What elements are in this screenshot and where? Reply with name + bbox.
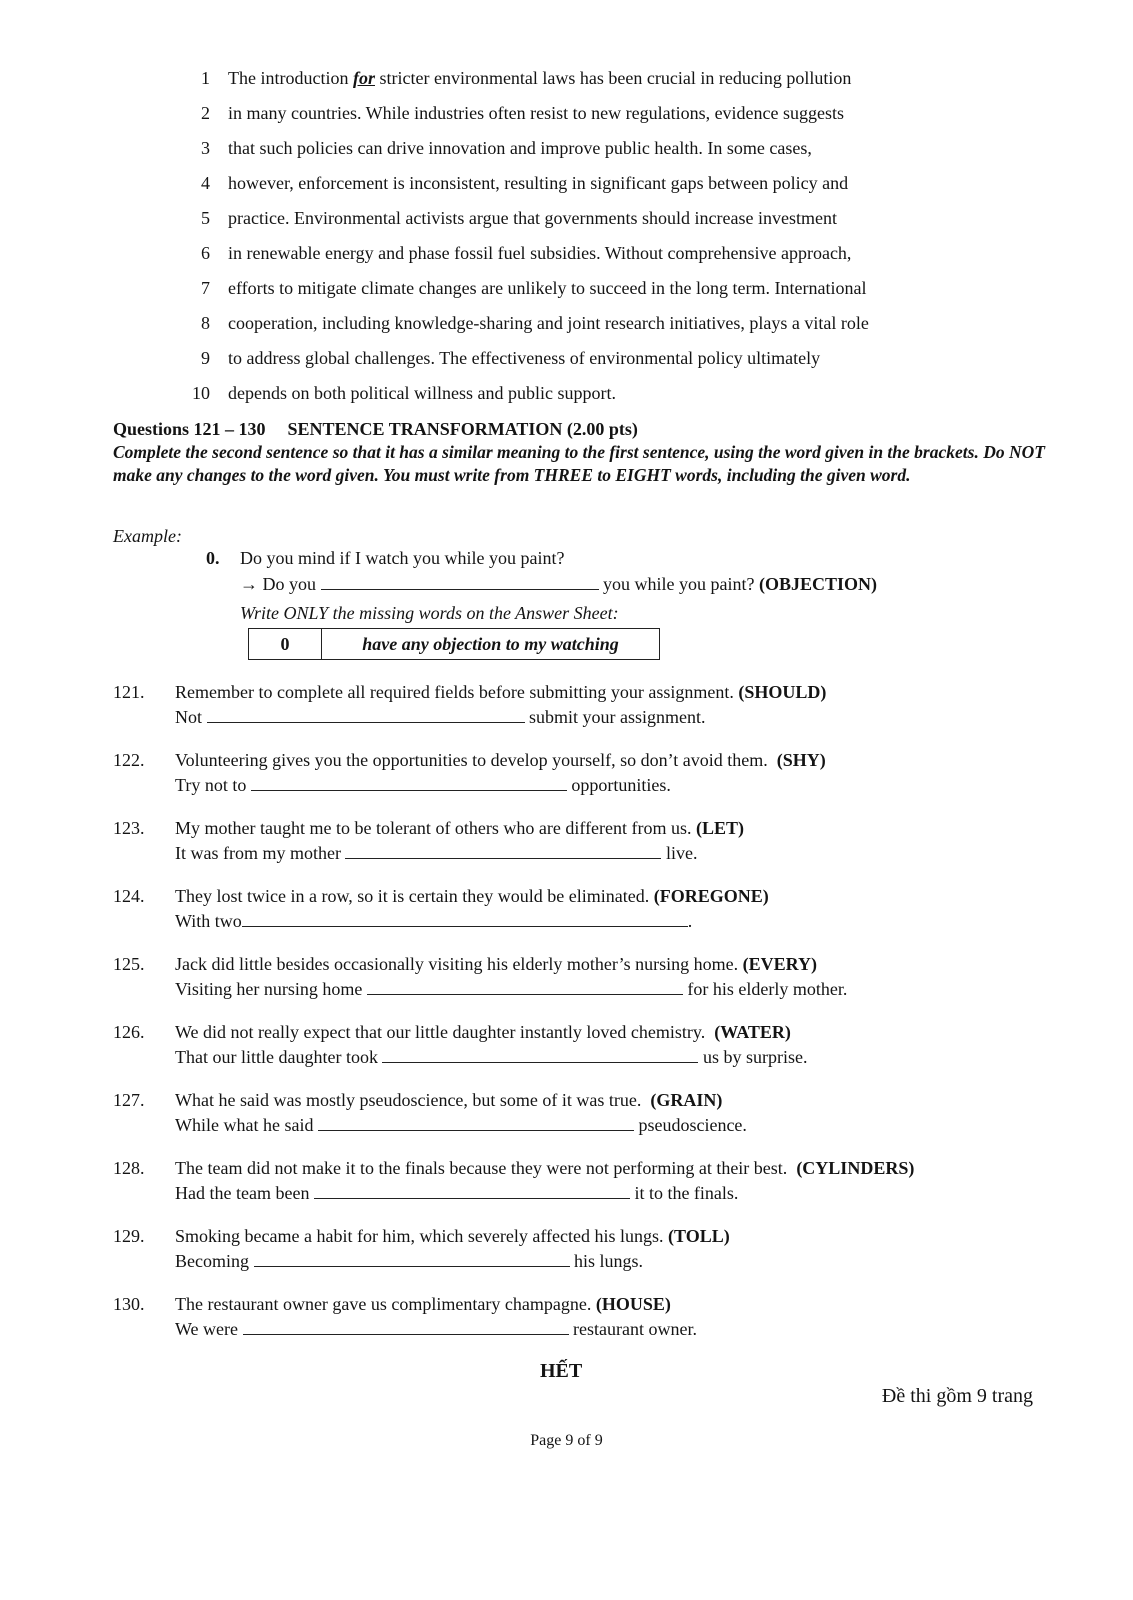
line-text: efforts to mitigate climate changes are unlikely to succeed in the long term. International <box>228 278 867 298</box>
example-question <box>206 548 564 569</box>
transformation-suffix: his lungs. <box>574 1251 644 1271</box>
line-number: 7 <box>201 278 210 298</box>
question-sentence <box>175 1090 722 1111</box>
transformation-suffix: opportunities. <box>571 775 671 795</box>
transformation-suffix: live. <box>665 843 698 863</box>
transformation-suffix: submit your assignment. <box>529 707 706 727</box>
transformation-prefix: With two <box>175 911 242 931</box>
transformation-suffix: it to the finals. <box>634 1183 739 1203</box>
arrow-icon: → <box>240 574 258 594</box>
transformation-prefix: While what he said <box>175 1115 314 1135</box>
original-sentence: Remember to complete all required fields before submitting your assignment. <box>175 682 734 702</box>
original-sentence: Volunteering gives you the opportunities to develop yourself, so don’t avoid them. <box>175 750 768 770</box>
question-number: 124. <box>113 886 145 906</box>
line-number: 6 <box>201 243 210 263</box>
question-number: 127. <box>113 1090 145 1110</box>
example-suffix: you while you paint? <box>603 574 755 594</box>
answer-blank[interactable] <box>207 705 525 723</box>
transformation-line <box>175 1317 697 1340</box>
transformation-prefix: Becoming <box>175 1251 249 1271</box>
question-sentence <box>175 818 744 839</box>
question-sentence <box>175 886 769 907</box>
transformation-suffix: . <box>687 911 693 931</box>
transformation-prefix: Had the team been <box>175 1183 310 1203</box>
answer-blank[interactable] <box>382 1045 698 1063</box>
original-sentence: The team did not make it to the finals because they were not performing at their best. <box>175 1158 788 1178</box>
transformation-suffix: pseudoscience. <box>638 1115 747 1135</box>
question-keyword: (FOREGONE) <box>653 886 769 906</box>
transformation-line <box>175 1249 643 1272</box>
question-number: 126. <box>113 1022 145 1042</box>
question-keyword: (SHOULD) <box>738 682 827 702</box>
question-sentence <box>175 750 826 771</box>
question-number: 123. <box>113 818 145 838</box>
total-pages-note: Đề thi gồm 9 trang <box>881 1385 1033 1407</box>
section-heading <box>113 419 638 440</box>
transformation-suffix: us by surprise. <box>702 1047 808 1067</box>
line-text: practice. Environmental activists argue that governments should increase investment <box>228 208 837 228</box>
question-number: 121. <box>113 682 145 702</box>
transformation-suffix: for his elderly mother. <box>687 979 848 999</box>
example-prefix: Do you <box>262 574 316 594</box>
line-text: however, enforcement is inconsistent, resulting in significant gaps between policy and <box>228 173 849 193</box>
transformation-line <box>175 841 697 864</box>
answer-blank[interactable] <box>242 909 688 927</box>
original-sentence: My mother taught me to be tolerant of others who are different from us. <box>175 818 692 838</box>
transformation-suffix: restaurant owner. <box>573 1319 697 1339</box>
transformation-line <box>175 1181 738 1204</box>
transformation-prefix: Try not to <box>175 775 247 795</box>
line-text: that such policies can drive innovation and improve public health. In some cases, <box>228 138 812 158</box>
transformation-line <box>175 909 692 932</box>
line-text <box>228 68 851 89</box>
question-keyword: (HOUSE) <box>595 1294 671 1314</box>
section-instructions: Complete the second sentence so that it has a similar meaning to the first sentence, using the word given in the brackets. Do NOT make any changes to the word given. You must write from THREE to EIGHT words, including the given word. <box>113 442 1045 485</box>
line-number: 9 <box>201 348 210 368</box>
question-keyword: (GRAIN) <box>650 1090 723 1110</box>
transformation-prefix: Not <box>175 707 202 727</box>
section-title: SENTENCE TRANSFORMATION (2.00 pts) <box>287 419 638 439</box>
original-sentence: The restaurant owner gave us complimentary champagne. <box>175 1294 592 1314</box>
example-answer-box <box>248 628 660 660</box>
question-keyword: (LET) <box>696 818 745 838</box>
question-number: 128. <box>113 1158 145 1178</box>
question-sentence <box>175 1294 671 1315</box>
line-number: 10 <box>192 383 210 403</box>
transformation-line <box>175 977 847 1000</box>
question-number: 130. <box>113 1294 145 1314</box>
line-text: depends on both political willness and public support. <box>228 383 616 403</box>
question-keyword: (SHY) <box>776 750 826 770</box>
answer-blank[interactable] <box>367 977 683 995</box>
question-number: 129. <box>113 1226 145 1246</box>
question-number: 122. <box>113 750 145 770</box>
transformation-prefix: Visiting her nursing home <box>175 979 363 999</box>
question-sentence <box>175 682 826 703</box>
example-note: Write ONLY the missing words on the Answer Sheet: <box>240 603 619 623</box>
end-marker: HẾT <box>540 1360 583 1382</box>
line-text: to address global challenges. The effectiveness of environmental policy ultimately <box>228 348 821 368</box>
line-text-before: The introduction <box>228 68 353 88</box>
answer-blank[interactable] <box>251 773 567 791</box>
line-number: 8 <box>201 313 210 333</box>
example-label: Example: <box>113 526 182 546</box>
example-box-number: 0 <box>249 629 322 659</box>
original-sentence: They lost twice in a row, so it is certain they would be eliminated. <box>175 886 650 906</box>
example-number: 0. <box>206 548 220 568</box>
question-sentence <box>175 1226 730 1247</box>
question-range: Questions 121 – 130 <box>113 419 266 439</box>
line-text: cooperation, including knowledge-sharing and joint research initiatives, plays a vital role <box>228 313 869 333</box>
transformation-prefix: It was from my mother <box>175 843 341 863</box>
answer-blank[interactable] <box>314 1181 630 1199</box>
line-text: in many countries. While industries often resist to new regulations, evidence suggests <box>228 103 845 123</box>
transformation-line <box>175 705 706 728</box>
example-sentence: Do you mind if I watch you while you paint? <box>240 548 565 568</box>
answer-blank[interactable] <box>318 1113 634 1131</box>
original-sentence: Jack did little besides occasionally visiting his elderly mother’s nursing home. <box>175 954 739 974</box>
line-number: 5 <box>201 208 210 228</box>
answer-blank[interactable] <box>345 841 661 859</box>
original-sentence: What he said was mostly pseudoscience, but some of it was true. <box>175 1090 642 1110</box>
line-number: 4 <box>201 173 210 193</box>
page-number: Page 9 of 9 <box>530 1432 603 1449</box>
question-keyword: (EVERY) <box>742 954 817 974</box>
line-number: 3 <box>201 138 210 158</box>
example-keyword: (OBJECTION) <box>758 574 877 594</box>
question-sentence <box>175 954 817 975</box>
example-blank <box>321 572 599 590</box>
line-number: 2 <box>201 103 210 123</box>
question-number: 125. <box>113 954 145 974</box>
original-sentence: We did not really expect that our little daughter instantly loved chemistry. <box>175 1022 706 1042</box>
line-text: in renewable energy and phase fossil fuel subsidies. Without comprehensive approach, <box>228 243 852 263</box>
answer-blank[interactable] <box>243 1317 569 1335</box>
transformation-line <box>175 1113 747 1136</box>
marked-error-word: for <box>352 68 375 88</box>
example-box-answer: have any objection to my watching <box>362 634 619 654</box>
line-text-after: stricter environmental laws has been crucial in reducing pollution <box>374 68 852 88</box>
transformation-line <box>175 773 671 796</box>
question-keyword: (WATER) <box>714 1022 791 1042</box>
transformation-line <box>175 1045 807 1068</box>
transformation-prefix: We were <box>175 1319 239 1339</box>
question-sentence <box>175 1158 914 1179</box>
answer-blank[interactable] <box>254 1249 570 1267</box>
original-sentence: Smoking became a habit for him, which severely affected his lungs. <box>175 1226 664 1246</box>
line-number: 1 <box>201 68 210 88</box>
question-keyword: (TOLL) <box>668 1226 730 1246</box>
question-sentence <box>175 1022 791 1043</box>
example-transformation <box>240 572 877 595</box>
transformation-prefix: That our little daughter took <box>175 1047 378 1067</box>
question-keyword: (CYLINDERS) <box>796 1158 915 1178</box>
